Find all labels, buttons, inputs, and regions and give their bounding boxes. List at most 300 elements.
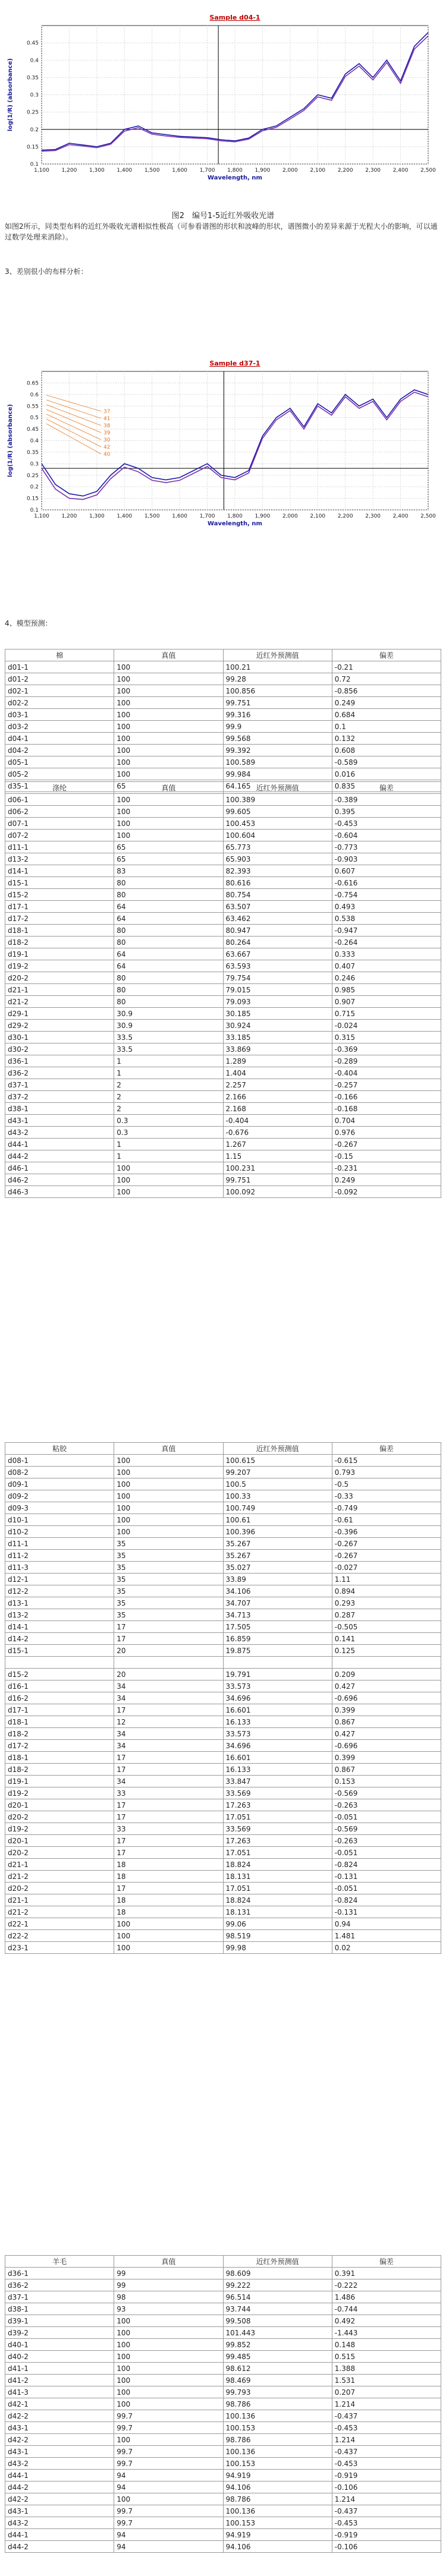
table-row [5, 2268, 441, 2279]
table-cell: 100 [114, 1502, 223, 1514]
table-row [5, 1847, 441, 1859]
table-cell: 18 [114, 1894, 223, 1906]
table-row [5, 1894, 441, 1906]
table-row [5, 1609, 441, 1621]
table-cell: 0.02 [332, 1942, 441, 1954]
section4-heading: 4、模型预测： [5, 619, 52, 628]
table-cell: 17.263 [223, 1799, 332, 1811]
y-tick-label: 0.1 [30, 162, 39, 168]
table-cell: 98.519 [223, 1930, 332, 1942]
table-cell: 80 [114, 972, 223, 984]
table-row [5, 1597, 441, 1609]
table-cell: 2 [114, 1091, 223, 1103]
table-header-cell: 真值 [114, 2256, 223, 2268]
table-cell: -0.267 [332, 1538, 441, 1550]
table-cell: 100.389 [223, 794, 332, 806]
table-cell: 35.267 [223, 1550, 332, 1562]
x-tick-label: 2,300 [365, 513, 381, 519]
table-cell: -0.505 [332, 1621, 441, 1633]
table-row [5, 1871, 441, 1883]
table-cell: d18-1 [5, 1716, 114, 1728]
table-cell: d18-1 [5, 1752, 114, 1764]
table-cell: 100 [114, 2398, 223, 2410]
x-tick-label: 2,100 [310, 513, 326, 519]
y-tick-label: 0.25 [26, 109, 39, 116]
table-cell: d06-2 [5, 806, 114, 818]
legend-label: 40 [103, 452, 111, 458]
table-cell: 0.207 [332, 2386, 441, 2398]
table-row [5, 2339, 441, 2351]
table-cell: d11-3 [5, 1562, 114, 1574]
table-cell: 98.612 [223, 2363, 332, 2375]
table-cell: 100 [114, 830, 223, 841]
table-cell: 100.153 [223, 2458, 332, 2470]
table-cell: 100 [114, 794, 223, 806]
table-cell: 0.72 [332, 673, 441, 685]
table-cell: 17.051 [223, 1847, 332, 1859]
table-cell [114, 1657, 223, 1669]
table-row [5, 1692, 441, 1704]
table-cell: 100.749 [223, 1502, 332, 1514]
table-cell: -0.773 [332, 841, 441, 853]
table-cell: 96.514 [223, 2291, 332, 2303]
table-cell: 79.754 [223, 972, 332, 984]
table-cell: -0.131 [332, 1906, 441, 1918]
table-row [5, 1550, 441, 1562]
table-cell: 63.667 [223, 948, 332, 960]
table-cell: 100.453 [223, 818, 332, 830]
table-cell: d08-2 [5, 1467, 114, 1478]
table-row [5, 1067, 441, 1079]
table-cell: 16.133 [223, 1716, 332, 1728]
table-row [5, 1704, 441, 1716]
table-polyester [5, 781, 441, 1198]
y-tick-label: 0.2 [30, 127, 39, 133]
table-row [5, 1657, 441, 1669]
table-cell: d07-1 [5, 818, 114, 830]
table-row [5, 1538, 441, 1550]
table-row [5, 889, 441, 901]
table-header-cell: 近红外预测值 [223, 1443, 332, 1455]
table-cell: 0.538 [332, 913, 441, 925]
x-tick-label: 1,100 [34, 513, 49, 519]
table-cell: 35 [114, 1562, 223, 1574]
table-row [5, 1787, 441, 1799]
table-cell: d29-2 [5, 1020, 114, 1032]
table-cell: d22-1 [5, 1918, 114, 1930]
table-cell: d03-1 [5, 709, 114, 721]
table-cell: 99 [114, 2268, 223, 2279]
table-cell: -0.15 [332, 1150, 441, 1162]
table-cell: 80.947 [223, 925, 332, 937]
table-cell: d42-2 [5, 2493, 114, 2505]
x-tick-label: 2,200 [337, 168, 353, 174]
table-cell: 100.396 [223, 1526, 332, 1538]
table-row [5, 2458, 441, 2470]
table-row [5, 1823, 441, 1835]
table-cell: d21-1 [5, 1859, 114, 1871]
table-cell: 35 [114, 1609, 223, 1621]
table-cell: d21-1 [5, 1894, 114, 1906]
table-cell: d40-2 [5, 2351, 114, 2363]
table-cell: d13-2 [5, 1609, 114, 1621]
table-row [5, 2363, 441, 2375]
table-cell: 30.924 [223, 1020, 332, 1032]
table-cell: d07-2 [5, 830, 114, 841]
table-cell: -0.106 [332, 2541, 441, 2553]
chart-d04-1 [0, 11, 446, 189]
table-cell: 35 [114, 1574, 223, 1585]
table-cell: 33.185 [223, 1032, 332, 1043]
table-cell: 99.222 [223, 2279, 332, 2291]
table-cell: 0.399 [332, 1752, 441, 1764]
table-cell: -0.396 [332, 1526, 441, 1538]
table-row [5, 1139, 441, 1150]
table-row [5, 1716, 441, 1728]
x-tick-label: 1,800 [227, 513, 243, 519]
table-row [5, 830, 441, 841]
table-cell: -0.903 [332, 853, 441, 865]
table-cell: 99.7 [114, 2410, 223, 2422]
table-row [5, 1752, 441, 1764]
table-cell: 100 [114, 2315, 223, 2327]
table-cell: -0.437 [332, 2446, 441, 2458]
table-row [5, 2351, 441, 2363]
table-cell: d21-2 [5, 1871, 114, 1883]
legend-label: 30 [103, 437, 111, 443]
table-cell [332, 1657, 441, 1669]
table-row [5, 2410, 441, 2422]
table-cell: d13-2 [5, 853, 114, 865]
table-cell: 100.092 [223, 1186, 332, 1198]
table-row [5, 1103, 441, 1115]
table-cell: -0.569 [332, 1823, 441, 1835]
table-cell: 0.867 [332, 1764, 441, 1776]
table-cell: 100 [114, 1478, 223, 1490]
legend-label: 41 [103, 416, 111, 422]
table-row [5, 2470, 441, 2482]
x-tick-label: 1,100 [34, 168, 49, 174]
table-cell [223, 1657, 332, 1669]
table-cell: 35.267 [223, 1538, 332, 1550]
y-tick-label: 0.3 [30, 92, 39, 99]
x-tick-label: 1,500 [144, 168, 160, 174]
table-cell: 2.168 [223, 1103, 332, 1115]
table-cell: 1.11 [332, 1574, 441, 1585]
table-cell: 35 [114, 1585, 223, 1597]
table-header-cell: 近红外预测值 [223, 649, 332, 661]
table-cell: 99.207 [223, 1467, 332, 1478]
table-cell: d10-1 [5, 1514, 114, 1526]
table-row [5, 2529, 441, 2541]
table-cell: 80 [114, 996, 223, 1008]
table-cell: 100 [114, 768, 223, 780]
table-cell: d11-1 [5, 1538, 114, 1550]
x-tick-label: 1,700 [199, 513, 215, 519]
table-cell: 94.106 [223, 2482, 332, 2493]
table-cell: d20-2 [5, 1883, 114, 1894]
table-row [5, 2386, 441, 2398]
table-cell: d42-2 [5, 2410, 114, 2422]
table-cell: 0.249 [332, 1174, 441, 1186]
table-cell: d20-2 [5, 1811, 114, 1823]
table-row [5, 685, 441, 697]
table-row [5, 2422, 441, 2434]
table-cell: 94 [114, 2541, 223, 2553]
table-row [5, 2517, 441, 2529]
legend-label: 42 [103, 444, 111, 450]
table-cell: -0.676 [223, 1127, 332, 1139]
table-header-cell: 偏差 [332, 2256, 441, 2268]
table-cell: -0.856 [332, 685, 441, 697]
table-cell: d19-2 [5, 1823, 114, 1835]
table-cell: 101.443 [223, 2327, 332, 2339]
table-row [5, 1942, 441, 1954]
table-cell: d05-2 [5, 768, 114, 780]
table-cell: -0.615 [332, 1455, 441, 1467]
table-cell: 99.485 [223, 2351, 332, 2363]
table-cell: d11-1 [5, 841, 114, 853]
table-cell: 1.289 [223, 1055, 332, 1067]
table-row [5, 1186, 441, 1198]
table-cell: 100 [114, 733, 223, 745]
y-tick-label: 0.15 [26, 496, 39, 502]
table-cell: d09-3 [5, 1502, 114, 1514]
table-cell: -0.824 [332, 1859, 441, 1871]
table-cell: 33.869 [223, 1043, 332, 1055]
table-cell: 100 [114, 2363, 223, 2375]
table-cell: d04-1 [5, 733, 114, 745]
x-tick-label: 2,400 [392, 168, 409, 174]
table-row [5, 1455, 441, 1467]
figure2-description: 如图2所示，同类型布料的近红外吸收光谱相似性极高（可参看谱图的形状和波峰的形状，谱图微小的差异来源于光程大小的影响，可以通过数学处理来消除）。 [5, 222, 438, 241]
table-cell: 1.404 [223, 1067, 332, 1079]
table-header-row [5, 1443, 441, 1455]
table-cell: 0.315 [332, 1032, 441, 1043]
table-cell: d44-1 [5, 2529, 114, 2541]
table-cell: 100.136 [223, 2410, 332, 2422]
table-cell: 100 [114, 661, 223, 673]
table-cell: d14-1 [5, 1621, 114, 1633]
table-cell: 100 [114, 673, 223, 685]
table-cell: 80 [114, 984, 223, 996]
table-cell: 80 [114, 925, 223, 937]
table-cell: 98.786 [223, 2493, 332, 2505]
table-cell: 100 [114, 1514, 223, 1526]
table-cell: 100 [114, 697, 223, 709]
table-cell: 18.131 [223, 1906, 332, 1918]
table-row [5, 1478, 441, 1490]
table-row [5, 733, 441, 745]
table-cell: d37-2 [5, 1091, 114, 1103]
table-cell: 18.824 [223, 1894, 332, 1906]
table-cell: 33.573 [223, 1680, 332, 1692]
table-cell: 17 [114, 1799, 223, 1811]
table-cell: d01-2 [5, 673, 114, 685]
table-cell: 83 [114, 865, 223, 877]
table-cell: 18.824 [223, 1859, 332, 1871]
table-row [5, 1776, 441, 1787]
table-cell: 99.06 [223, 1918, 332, 1930]
table-cell: d43-1 [5, 2505, 114, 2517]
table-cell: 0.333 [332, 948, 441, 960]
table-cell: 65 [114, 780, 223, 792]
x-tick-label: 2,000 [282, 513, 298, 519]
table-cell: 0.153 [332, 1776, 441, 1787]
table-cell: d17-1 [5, 901, 114, 913]
x-tick-label: 2,400 [392, 513, 409, 519]
table-cell: d14-1 [5, 865, 114, 877]
table-cell: 1.214 [332, 2398, 441, 2410]
table-cell: 0.492 [332, 2315, 441, 2327]
table-cell: 100 [114, 1162, 223, 1174]
table-cell: 18 [114, 1871, 223, 1883]
table-row [5, 1091, 441, 1103]
table-cell: 100 [114, 2375, 223, 2386]
table-cell: d17-1 [5, 1704, 114, 1716]
table-cell: 0.835 [332, 780, 441, 792]
x-tick-label: 2,500 [420, 168, 436, 174]
table-row [5, 996, 441, 1008]
table-cell: d19-1 [5, 1776, 114, 1787]
y-tick-label: 0.25 [26, 472, 39, 479]
table-cell: -0.21 [332, 661, 441, 673]
table-cell: 33.89 [223, 1574, 332, 1585]
table-cell: 100 [114, 806, 223, 818]
table-row [5, 697, 441, 709]
table-row [5, 2398, 441, 2410]
table-row [5, 1574, 441, 1585]
y-tick-label: 0.1 [30, 507, 39, 513]
table-cell: -0.453 [332, 2458, 441, 2470]
table-cell: 1 [114, 1067, 223, 1079]
table-header-cell: 粘胶 [5, 1443, 114, 1455]
table-cell: 0.1 [332, 721, 441, 733]
table-cell: 99.568 [223, 733, 332, 745]
table-row [5, 1162, 441, 1174]
table-header-row [5, 649, 441, 661]
table-cell: -0.289 [332, 1055, 441, 1067]
table-row [5, 1502, 441, 1514]
table-header-cell: 真值 [114, 782, 223, 794]
table-cotton [5, 649, 441, 792]
table-cell: 80.616 [223, 877, 332, 889]
table-row [5, 661, 441, 673]
table-row [5, 2541, 441, 2553]
table-row [5, 877, 441, 889]
table-cell: 100 [114, 709, 223, 721]
table-cell: -0.696 [332, 1740, 441, 1752]
table-cell: 98 [114, 2291, 223, 2303]
table-cell: d19-1 [5, 948, 114, 960]
x-tick-label: 1,800 [227, 168, 243, 174]
table-cell: 100 [114, 1455, 223, 1467]
table-cell: -0.166 [332, 1091, 441, 1103]
table-cell: d13-1 [5, 1597, 114, 1609]
table-row [5, 865, 441, 877]
table-cell: d20-2 [5, 972, 114, 984]
table-cell: d41-1 [5, 2363, 114, 2375]
table-cell: -0.264 [332, 937, 441, 948]
table-cell: 79.015 [223, 984, 332, 996]
table-cell: 2.166 [223, 1091, 332, 1103]
table-header-cell: 偏差 [332, 782, 441, 794]
table-row [5, 2279, 441, 2291]
table-cell: d16-2 [5, 1692, 114, 1704]
table-cell: -0.453 [332, 818, 441, 830]
chart-title: Sample d04-1 [209, 14, 260, 21]
table-cell: 100 [114, 1467, 223, 1478]
table-row [5, 745, 441, 756]
x-tick-label: 2,500 [420, 513, 436, 519]
y-tick-label: 0.4 [30, 438, 39, 444]
table-cell: d43-1 [5, 2422, 114, 2434]
table-row [5, 1008, 441, 1020]
table-cell: -0.389 [332, 794, 441, 806]
table-row [5, 1930, 441, 1942]
table-header-cell: 真值 [114, 1443, 223, 1455]
table-cell: 99.605 [223, 806, 332, 818]
table-cell: 100 [114, 2493, 223, 2505]
table-cell: 0.867 [332, 1716, 441, 1728]
table-row [5, 721, 441, 733]
table-cell: 82.393 [223, 865, 332, 877]
table-cell: 0.704 [332, 1115, 441, 1127]
table-cell: 17.505 [223, 1621, 332, 1633]
table-cell: 17 [114, 1835, 223, 1847]
table-header-cell: 近红外预测值 [223, 2256, 332, 2268]
table-cell: -0.616 [332, 877, 441, 889]
table-cell: 17 [114, 1752, 223, 1764]
table-cell: -0.257 [332, 1079, 441, 1091]
table-cell: d35-1 [5, 780, 114, 792]
table-cell: 93 [114, 2303, 223, 2315]
table-row [5, 1669, 441, 1680]
y-tick-label: 0.2 [30, 484, 39, 491]
table-cell: 63.462 [223, 913, 332, 925]
table-row [5, 1680, 441, 1692]
table-row [5, 2446, 441, 2458]
table-header-cell: 偏差 [332, 1443, 441, 1455]
chart-title: Sample d37-1 [209, 360, 260, 367]
table-cell: -0.404 [223, 1115, 332, 1127]
x-tick-label: 2,000 [282, 168, 298, 174]
table-cell: -0.267 [332, 1550, 441, 1562]
table-cell: 34 [114, 1740, 223, 1752]
table-cell: d30-1 [5, 1032, 114, 1043]
table-cell: 94.919 [223, 2529, 332, 2541]
table-row [5, 1811, 441, 1823]
table-header-cell: 真值 [114, 649, 223, 661]
table-cell: 33.5 [114, 1043, 223, 1055]
table-cell: 100.21 [223, 661, 332, 673]
table-cell: 100 [114, 818, 223, 830]
y-tick-label: 0.45 [26, 40, 39, 47]
table-cell: -0.051 [332, 1883, 441, 1894]
table-row [5, 1621, 441, 1633]
table-row [5, 1079, 441, 1091]
table-cell: 100.136 [223, 2505, 332, 2517]
table-cell: -0.222 [332, 2279, 441, 2291]
table-cell: d18-1 [5, 925, 114, 937]
table-row [5, 1585, 441, 1597]
table-cell: 12 [114, 1716, 223, 1728]
table-cell: d15-1 [5, 1645, 114, 1657]
x-tick-label: 1,300 [89, 513, 105, 519]
table-cell: 35 [114, 1597, 223, 1609]
table-cell: 1.481 [332, 1930, 441, 1942]
table-cell: -0.024 [332, 1020, 441, 1032]
